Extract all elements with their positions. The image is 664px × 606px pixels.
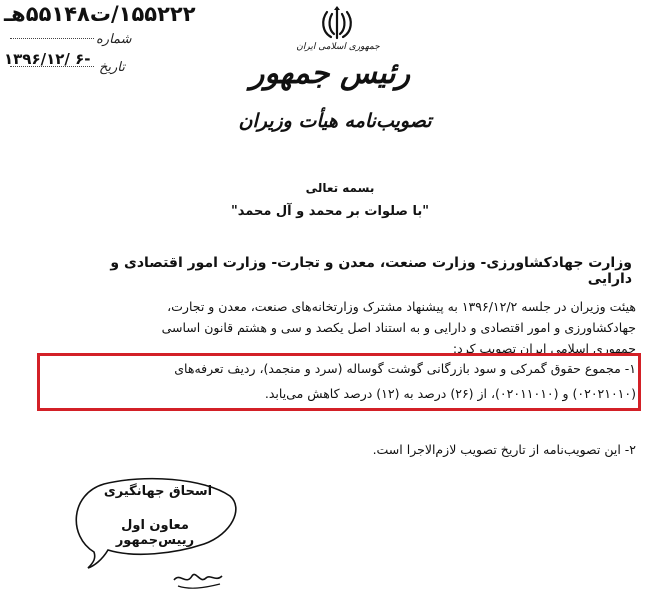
document-date-label: تاریخ [99,60,125,75]
registration-number-label: شماره [96,32,132,47]
body-line: (۰۲۰۲۱۰۱۰) و (۰۲۰۱۱۰۱۰)، از (۲۶) درصد به (۱۲) درصد کاهش می‌یابد. [264,386,636,401]
iran-emblem-icon [317,4,357,42]
highlight-box [37,353,641,411]
handwritten-signature [170,562,230,592]
document-type: تصویب‌نامه هیأت وزیران [238,110,432,132]
body-line: هیئت وزیران در جلسه ۱۳۹۶/۱۲/۲ به پیشنهاد مشترک وزارتخانه‌های صنعت، معدن و تجارت، [167,299,636,314]
salavat: "با صلوات بر محمد و آل محمد" [230,204,430,219]
body-line: جهادکشاورزی و امور اقتصادی و دارایی و به استناد اصل یکصد و سی و هشتم قانون اساسی [161,320,636,335]
date-dotted-line [10,66,94,67]
addressees: وزارت جهادکشاورزی- وزارت صنعت، معدن و تجارت- وزارت امور اقتصادی و دارایی [110,255,632,287]
basmala: بسمه تعالی [305,181,375,195]
signer-name: اسحاق جهانگیری [103,484,213,499]
registration-number: ۱۵۵۲۲۲/ت۵۵۱۴۸هـ [4,2,196,26]
country-name: جمهوری اسلامی ایران [296,42,380,52]
document-date: ۱۳۹۶/۱۲/ ۶- [4,50,91,68]
registration-dotted-line [10,38,94,39]
body-line: ۲- این تصویب‌نامه از تاریخ تصویب لازم‌الاجرا است. [372,442,636,457]
office-title: رئیس جمهور [249,56,411,91]
body-line: ۱- مجموع حقوق گمرکی و سود بازرگانی گوشت گوساله (سرد و منجمد)، ردیف تعرفه‌های [174,361,636,376]
signer-title: معاون اول رییس‌جمهور [115,518,195,548]
body-line: جمهوری اسلامی ایران تصویب کرد: [452,341,636,356]
